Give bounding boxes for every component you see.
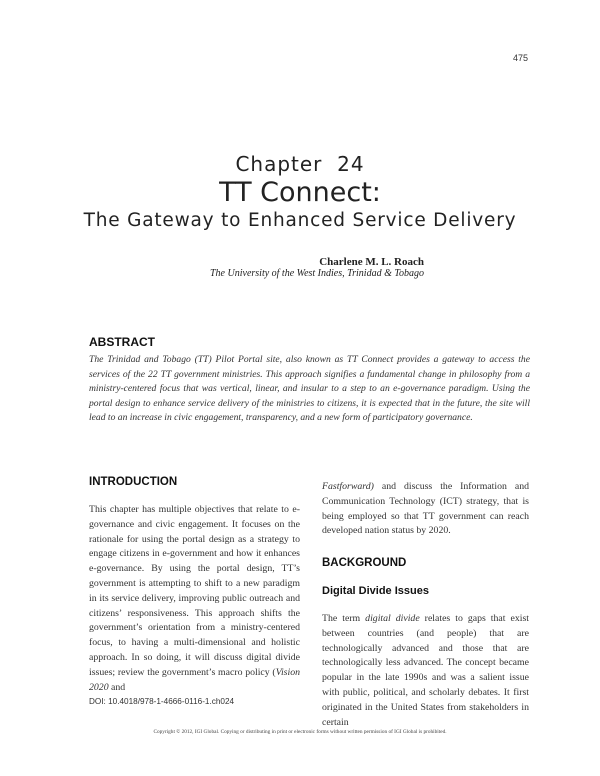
- background-heading: BACKGROUND: [322, 557, 407, 569]
- page-number: 475: [512, 53, 528, 63]
- chapter-subtitle: The Gateway to Enhanced Service Delivery: [83, 210, 517, 231]
- chapter-title: TT Connect:: [219, 177, 381, 208]
- digital-divide-subheading: Digital Divide Issues: [322, 585, 429, 597]
- intro-continued: and discuss the Information and Communication Technology (ICT) strategy, that is being employed so that TT government can reach developed nation status by 2020.: [322, 481, 529, 537]
- introduction-text-right: [322, 480, 529, 539]
- author-name: Charlene M. L. Roach: [319, 256, 424, 268]
- intro-italic-vision: Vision 2020: [89, 666, 300, 693]
- copyright-notice: Copyright © 2012, IGI Global. Copying or distributing in print or electronic forms without written permission of IGI Global is prohibited.: [153, 729, 447, 735]
- background-text: [322, 612, 529, 730]
- chapter-label: Chapter 24: [235, 152, 365, 176]
- introduction-text-left: [89, 503, 300, 695]
- abstract-heading: ABSTRACT: [89, 335, 155, 349]
- abstract-text: The Trinidad and Tobago (TT) Pilot Portal site, also known as TT Connect provides a gateway to access the services of the 22 TT government ministries. This approach signifies a fundamental change in philosophy from a ministry-centered focus that was vertical, linear, and insular to a step to an e-governance paradigm. Using the portal design to enhance service delivery of the ministries to citizens, it is expected that in the future, the site will lead to an increase in civic engagement, transparency, and a new form of participatory governance.: [89, 354, 530, 424]
- doi: DOI: 10.4018/978-1-4666-0116-1.ch024: [89, 697, 235, 706]
- bg-body: relates to gaps that exist between countries (and people) that are technologically advanced and those that are technologically less advanced. The concept became popular in the late 1990s and was a salient issue with public, political, and scholarly debates. It first originated in the United States from stakeholders in certain: [322, 613, 529, 728]
- introduction-heading: INTRODUCTION: [89, 476, 178, 488]
- bg-italic-term: digital divide: [365, 613, 420, 624]
- intro-and: and: [108, 681, 126, 693]
- intro-italic-fastforward: Fastforward): [322, 481, 374, 492]
- bg-prefix: The term: [322, 613, 366, 624]
- author-affiliation: The University of the West Indies, Trinidad & Tobago: [210, 268, 424, 279]
- intro-text: This chapter has multiple objectives that relate to e-governance and civic engagement. It focuses on the rationale for using the portal design as a strategy to engage citizens in e-government and how it enhances e-governance. By using the portal design, TT’s government is attempting to shift to a new paradigm in its service delivery, improving public outreach and citizens’ responsiveness. This approach shifts the government’s orientation from a ministry-centered focus, to having a multi-dimensional and holistic approach. In so doing, it will discuss digital divide issues; review the government’s macro policy (: [89, 504, 300, 678]
